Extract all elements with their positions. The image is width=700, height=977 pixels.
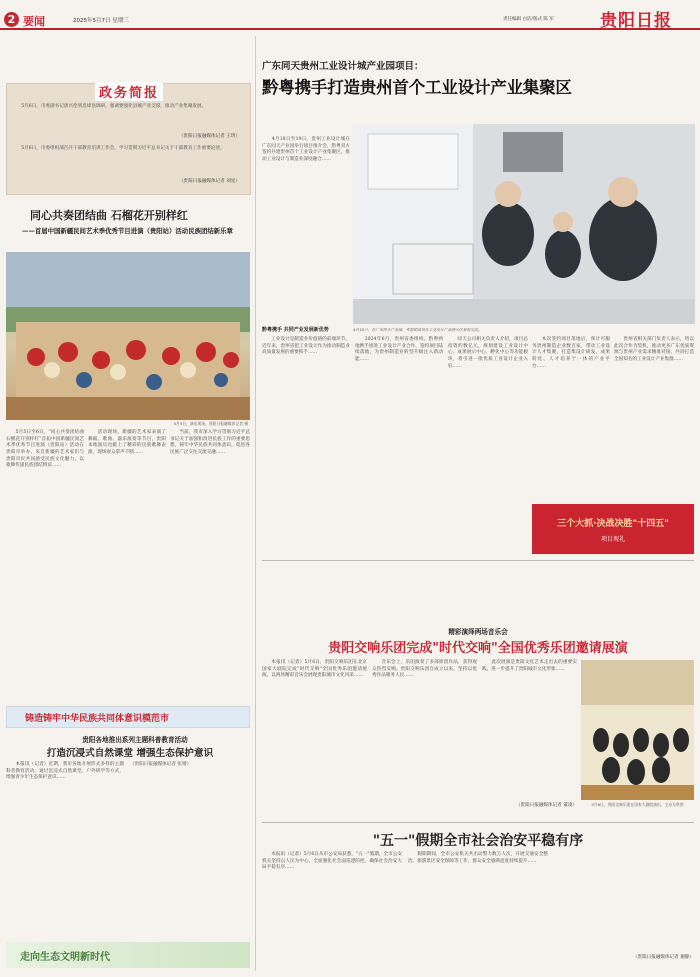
brief-title: 政务简报 [95,82,163,101]
unity-banner-text: 铸造铸牢中华民族共同体意识模范市 [25,714,170,724]
concert-body-col2: 音乐会上，乐团演奏了多部原创作品，获得观众热烈反响。贵阳交响乐团自成立以来，坚持以优秀作品服务人民…… [372,660,477,679]
unity-photo [6,252,250,420]
concert-source: （贵阳日报融媒体记者 董凌） [515,803,577,808]
feature-kicker: 广东同天贵州工业设计城产业园项目： [262,61,424,72]
project-banner-text: 三个大抓·决战决胜"十四五" [557,519,669,529]
brief-item-2: 5月6日，市委组织部召开干部教育培训工作会，学习贯彻习近平总书记关于干部教育工作重要论述。 [12,146,225,151]
unity-body-col1: 5月5日至6日，"同心共奏团结曲 石榴花开别样红"首届中国新疆民间艺术季优秀节目进演（贵阳站）活动在贵阳市举办。来自新疆的艺术家们与贵阳市民共同感受民族文化魅力，以歌舞传递民族团结情谊…… [6,430,86,469]
feature-body-col5: 贵州省相关部门负责人表示，将以此次合作为契机，推动更多广东优质资源与贵州产业需求精准对接，共同打造全国知名的工业设计产业集群…… [614,337,694,362]
safety-section-rule [262,822,694,823]
feature-body-col2: 2024年6月，贵州省委组织、黔粤两地携手推进工业设计产业合作，签约项目陆续落地，为贵州制造业转型升级注入新动能…… [355,337,443,362]
feature-photo-caption: 4月18日，在广东同天产业园，考察团成员在工业设计产品展示区参观交流。 [353,327,482,332]
concert-kicker: 精彩演绎两场音乐会 [448,628,508,636]
design-exhibition-illustration [353,124,695,324]
unity-body-col3: 当前，我市深入学习贯彻习近平总书记关于加强和改进民族工作的重要思想，铸牢中华民族共同体意识，促进各民族广泛交往交流交融…… [170,430,250,455]
concert-body-col1: 本报讯（记者）5月6日，贵阳交响乐团在北京国家大剧院完成"时代交响"全国优秀乐团邀请展演，以两场精彩音乐会展现贵阳城市文化风采…… [262,660,367,679]
safety-title: "五一"假期全市社会治安平稳有序 [372,833,584,849]
unity-body-col2: 活动现场，新疆的艺术家表演了舞蹈、歌曲、器乐演奏等节目，贵阳本地演员也献上了精彩的民族歌舞表演，现场观众掌声不断…… [88,430,166,455]
feature-lead: 4月18日至19日，贵州工业设计城在广东同天产业园举行项目推介会，黔粤双方签约共建贵州首个工业设计产业集聚区，推动工业设计与制造业深度融合…… [262,137,350,162]
feature-title: 黔粤携手打造贵州首个工业设计产业集聚区 [262,78,572,97]
feature-photo [353,124,695,324]
page-header [0,0,700,30]
column-divider [255,36,256,971]
feature-subheading: 黔粤携手 共同产业发展新优势 [262,327,329,333]
unity-subtitle: ——首届中国新疆民间艺术季优秀节目进演（贵阳站）活动民族团结新乐章 [22,227,233,235]
feature-body-col4: 本次签约项目落地后，预计可服务贵州制造企业数百家，带动工业设计人才集聚，打造集设计研发、成果转化、人才培养于一体的产业平台…… [532,337,610,369]
section-name: 要闻 [23,15,45,28]
editor-credit: 责任编辑 白洁/版式 陈 军 [503,17,554,22]
concert-section-rule [262,560,694,561]
brief-item-1: 5月6日，市委副书记唐兴伦到息烽县调研，强调要强化县城产业支撑，推动产业集聚发展。 [12,104,207,109]
concert-photo [581,660,694,800]
safety-body-col1: 本报讯（记者）5月6日从市公安局获悉，"五一"假期，全市公安机关坚持以人民为中心，全面强化社会面巡逻防控，确保社会治安大局平稳有序…… [262,852,402,871]
safety-source: （贵阳日报融媒体记者 谢静） [632,955,694,960]
ecology-banner [6,942,250,968]
issue-date: 2025年5月7日 星期三 [73,18,129,24]
feature-body-col1: 工业设计是制造业价值链的前端环节。近年来，贵州省把工业设计作为推动制造业高质量发展的重要抓手…… [262,337,350,356]
eco-body-col1: 本报讯（记者）近期，我市各地开展形式多样的主题科普教育活动，通过沉浸式自然课堂、户外研学等方式，增强青少年生态保护意识…… [6,762,124,781]
eco-body-col2: （贵阳日报融媒体记者 张婧） [130,762,192,767]
safety-body-col2: 假期期间，全市公安机关共出动警力数万人次，开展交通安全整治、旅游景区安全保障等工作，群众安全感满意度持续提升…… [408,852,548,864]
project-banner-sub: 项目观礼 [600,536,625,543]
concert-photo-caption: 5月6日，贵阳交响乐团在国家大剧院演出。主办方供图 [591,802,684,807]
feature-body-col3: 同天公司相关负责人介绍，项目总投资约数亿元，规划建设工业设计中心、成果展示中心、孵化中心等功能板块，将引进一批优质工业设计企业入驻…… [448,337,528,369]
concert-body-col3: 此次展演是贵阳文化艺术走出去的重要实践，进一步提升了贵阳城市文化形象…… [482,660,577,672]
unity-banner [6,706,250,728]
page-number: 2 [4,12,19,27]
brief-item-2-source: （贵阳日报融媒体记者 刘星） [178,179,240,184]
eco-kicker: 贵阳各地推出系列主题科普教育活动 [82,736,188,744]
brief-box [6,83,251,195]
newspaper-logo: 贵阳日报 [600,11,672,31]
orchestra-illustration [581,660,694,800]
concert-title: 贵阳交响乐团完成"时代交响"全国优秀乐团邀请展演 [328,641,628,656]
brief-item-1-source: （贵阳日报融媒体记者 王玥） [178,134,240,139]
unity-title: 同心共奏团结曲 石榴花开别样红 [30,209,188,222]
project-banner [532,504,694,554]
unity-photo-caption: 5月5日，演出现场。贵阳日报融媒体记者 摄 [173,421,248,426]
eco-title: 打造沉浸式自然课堂 增强生态保护意识 [46,748,214,759]
performers-illustration [6,252,250,420]
ecology-banner-text: 走向生态文明新时代 [20,952,110,963]
